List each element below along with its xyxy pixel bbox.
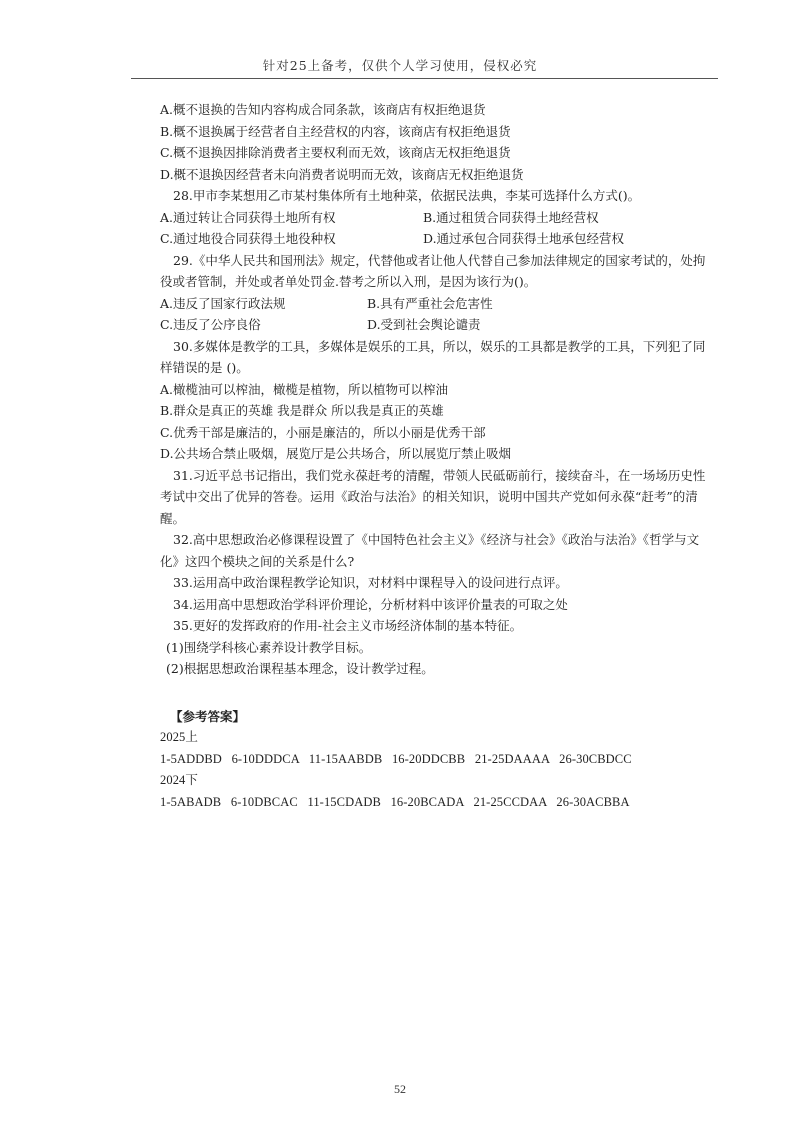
answer-key-row: 1-5ABADB 6-10DBCAC 11-15CDADB 16-20BCADA 21-25CCDAA 26-30ACBBA [160,794,630,809]
page-number: 52 [394,1082,406,1096]
q30-option-b: B.群众是真正的英雄 我是群众 所以我是真正的英雄 [160,403,444,418]
option-line: C.概不退换因排除消费者主要权利而无效，该商店无权拒绝退货 [160,145,511,160]
page-header: 针对25上备考，仅供个人学习使用，侵权必究 [262,58,538,73]
option-line: A.概不退换的告知内容构成合同条款，该商店有权拒绝退货 [160,102,486,117]
q30-option-d: D.公共场合禁止吸烟，展览厅是公共场合，所以展览厅禁止吸烟 [160,446,512,461]
q29-options-row-2 [160,314,708,336]
option-line: D.概不退换因经营者未向消费者说明而无效，该商店无权拒绝退货 [160,166,524,182]
answer-year-label: 2025上 [160,730,198,744]
q29-option-c: C.违反了公序良俗 [160,317,261,332]
answer-key-row: 1-5ADDBD 6-10DDDCA 11-15AABDB 16-20DDCBB 21-25DAAAA 26-30CBDCC [160,751,632,766]
question-32: 32.高中思想政治必修课程设置了《中国特色社会主义》《经济与社会》《政治与法治》《哲学与文化》这四个模块之间的关系是什么? [160,532,700,569]
question-31: 31.习近平总书记指出，我们党永葆赶考的清醒，带领人民砥砺前行，接续奋斗，在一场场历史性考试中交出了优异的答卷。运用《政治与法治》的相关知识，说明中国共产党如何永葆“赶考”的清醒。 [160,467,706,526]
q28-option-a: A.通过转让合同获得土地所有权 [160,209,336,225]
q28-option-d: D.通过承包合同获得土地承包经营权 [423,231,625,246]
page-content [160,99,708,813]
question-28: 28.甲市李某想用乙市某村集体所有土地种菜，依据民法典，李某可选择什么方式()。 [173,188,641,203]
option-line: B.概不退换属于经营者自主经营权的内容，该商店有权拒绝退货 [160,123,511,139]
q29-option-b: B.具有严重社会危害性 [367,295,493,311]
q29-option-a: A.违反了国家行政法规 [160,295,286,311]
question-33: 33.运用高中政治课程教学论知识，对材料中课程导入的设问进行点评。 [173,575,568,590]
q28-options-row-2 [160,228,708,250]
q28-options-row-1 [160,207,708,229]
q30-option-a: A.橄榄油可以榨油，橄榄是植物，所以植物可以榨油 [160,381,449,397]
question-35-part-2: (2)根据思想政治课程基本理念，设计教学过程。 [166,661,434,676]
q28-option-c: C.通过地役合同获得土地役种权 [160,231,336,246]
question-30: 30.多媒体是教学的工具，多媒体是娱乐的工具，所以，娱乐的工具都是教学的工具，下列犯了同样错误的是 ()。 [160,338,706,375]
question-34: 34.运用高中思想政治学科评价理论，分析材料中该评价量表的可取之处 [173,596,568,612]
question-35: 35.更好的发挥政府的作用-社会主义市场经济体制的基本特征。 [173,618,523,633]
q28-option-b: B.通过租赁合同获得土地经营权 [423,209,599,225]
answer-section-title: 【参考答案】 [170,708,246,724]
question-29: 29.《中华人民共和国刑法》规定，代替他或者让他人代替自己参加法律规定的国家考试的，处拘役或者管制，并处或者单处罚金.替考之所以入刑，是因为该行为()。 [160,252,706,289]
answer-year-label: 2024下 [160,773,198,787]
header-divider [131,78,718,79]
q29-option-d: D.受到社会舆论谴责 [367,317,481,332]
question-35-part-1: (1)围绕学科核心素养设计教学目标。 [166,639,372,655]
q29-options-row-1 [160,293,708,315]
q30-option-c: C.优秀干部是廉洁的，小丽是廉洁的，所以小丽是优秀干部 [160,424,486,440]
